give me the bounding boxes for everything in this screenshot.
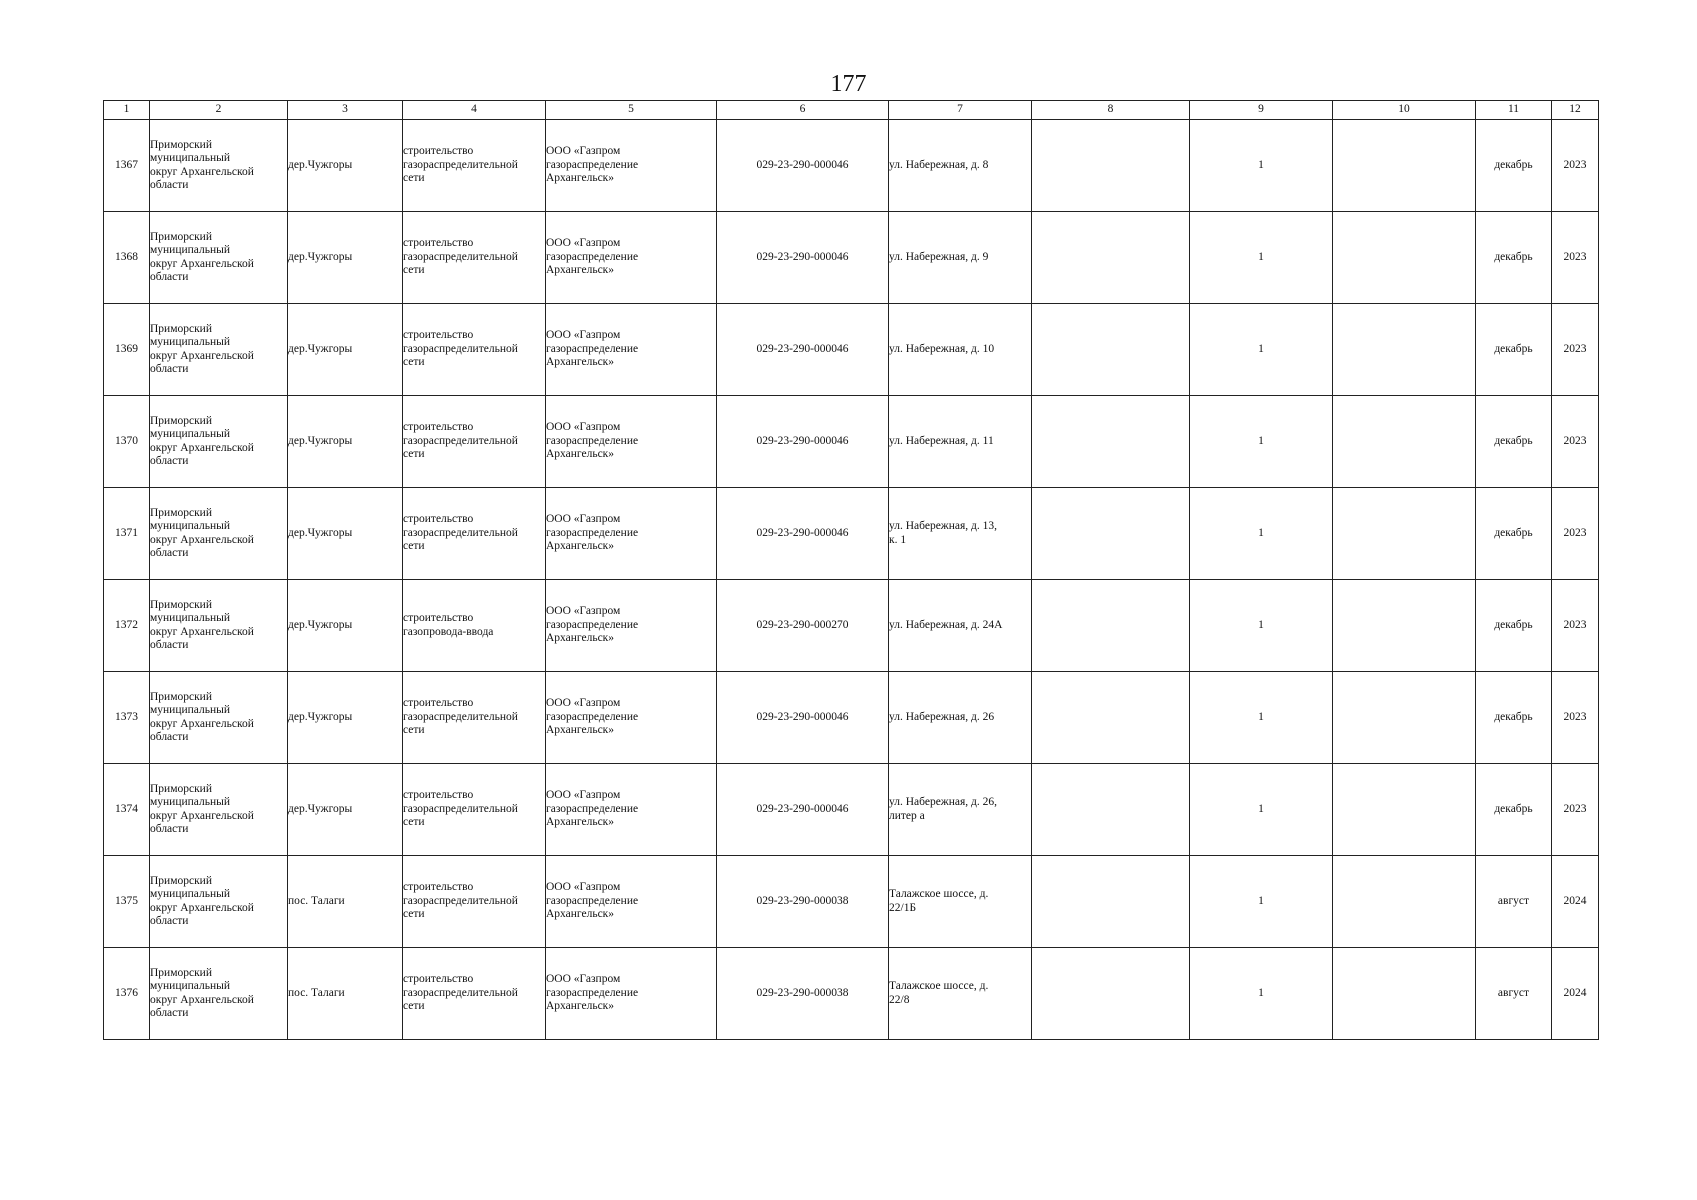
cell-municipality-line: области bbox=[150, 1007, 189, 1019]
cell-organization bbox=[546, 672, 717, 764]
cell-column-9: 1 bbox=[1190, 120, 1333, 212]
cell-address bbox=[889, 304, 1032, 396]
table-row bbox=[104, 672, 1599, 764]
cell-row-number: 1374 bbox=[104, 764, 150, 856]
cell-row-number: 1367 bbox=[104, 120, 150, 212]
cell-municipality-line: Приморский bbox=[150, 138, 212, 151]
cell-column-9: 1 bbox=[1190, 396, 1333, 488]
cell-settlement: дер.Чужгоры bbox=[288, 396, 403, 488]
cell-municipality bbox=[150, 764, 288, 856]
table-row bbox=[104, 856, 1599, 948]
cell-work-type-line: газораспределительной bbox=[403, 434, 518, 447]
table-row bbox=[104, 488, 1599, 580]
cell-address-line: ул. Набережная, д. 26, bbox=[889, 796, 998, 808]
cell-column-10 bbox=[1333, 672, 1476, 764]
cell-month: декабрь bbox=[1476, 212, 1552, 304]
cell-year: 2023 bbox=[1552, 304, 1599, 396]
cell-month: декабрь bbox=[1476, 488, 1552, 580]
register-table bbox=[103, 100, 1599, 1040]
table-row bbox=[104, 396, 1599, 488]
cell-municipality-line: области bbox=[150, 823, 189, 835]
cell-organization-line: ООО «Газпром bbox=[546, 145, 621, 158]
cell-row-number: 1375 bbox=[104, 856, 150, 948]
cell-work-type-line: сети bbox=[403, 724, 425, 737]
cell-month: август bbox=[1476, 948, 1552, 1040]
cell-organization bbox=[546, 212, 717, 304]
cell-column-9: 1 bbox=[1190, 488, 1333, 580]
cell-work-type-line: сети bbox=[403, 1000, 425, 1013]
cell-column-8 bbox=[1032, 856, 1190, 948]
cell-registry-code: 029-23-290-000038 bbox=[717, 948, 889, 1040]
cell-column-10 bbox=[1333, 580, 1476, 672]
cell-organization bbox=[546, 488, 717, 580]
cell-work-type-line: газораспределительной bbox=[403, 710, 518, 723]
cell-organization-line: ООО «Газпром bbox=[546, 697, 621, 710]
cell-work-type-line: газораспределительной bbox=[403, 158, 518, 171]
cell-organization bbox=[546, 120, 717, 212]
cell-row-number: 1373 bbox=[104, 672, 150, 764]
cell-year: 2023 bbox=[1552, 672, 1599, 764]
cell-organization bbox=[546, 580, 717, 672]
cell-municipality-line: области bbox=[150, 179, 189, 191]
cell-address bbox=[889, 396, 1032, 488]
cell-registry-code: 029-23-290-000046 bbox=[717, 212, 889, 304]
cell-organization-line: газораспределение bbox=[546, 618, 639, 631]
cell-column-8 bbox=[1032, 396, 1190, 488]
cell-settlement: дер.Чужгоры bbox=[288, 488, 403, 580]
cell-work-type-line: строительство bbox=[403, 881, 474, 894]
cell-municipality bbox=[150, 672, 288, 764]
cell-municipality-line: Приморский bbox=[150, 230, 212, 243]
cell-address bbox=[889, 488, 1032, 580]
cell-work-type-line: строительство bbox=[403, 145, 474, 158]
cell-registry-code: 029-23-290-000046 bbox=[717, 120, 889, 212]
cell-address-line: к. 1 bbox=[889, 533, 907, 546]
cell-registry-code: 029-23-290-000038 bbox=[717, 856, 889, 948]
cell-month: декабрь bbox=[1476, 580, 1552, 672]
cell-municipality-line: округ Архангельской bbox=[150, 441, 254, 454]
cell-year: 2024 bbox=[1552, 948, 1599, 1040]
cell-organization-line: Архангельск» bbox=[546, 632, 615, 645]
cell-municipality-line: Приморский bbox=[150, 782, 212, 795]
cell-municipality-line: муниципальный bbox=[150, 796, 231, 808]
cell-work-type bbox=[403, 672, 546, 764]
cell-address-line: 22/1Б bbox=[889, 901, 917, 914]
cell-municipality-line: Приморский bbox=[150, 598, 212, 611]
cell-municipality-line: округ Архангельской bbox=[150, 625, 254, 638]
cell-column-9: 1 bbox=[1190, 672, 1333, 764]
cell-municipality-line: Приморский bbox=[150, 690, 212, 703]
cell-row-number: 1371 bbox=[104, 488, 150, 580]
column-number: 1 bbox=[104, 101, 150, 120]
cell-organization bbox=[546, 304, 717, 396]
cell-municipality-line: округ Архангельской bbox=[150, 717, 254, 730]
cell-month: декабрь bbox=[1476, 764, 1552, 856]
cell-column-8 bbox=[1032, 212, 1190, 304]
cell-municipality-line: области bbox=[150, 915, 189, 927]
cell-row-number: 1368 bbox=[104, 212, 150, 304]
cell-organization-line: ООО «Газпром bbox=[546, 973, 621, 986]
cell-registry-code: 029-23-290-000270 bbox=[717, 580, 889, 672]
cell-municipality-line: муниципальный bbox=[150, 704, 231, 716]
cell-municipality-line: округ Архангельской bbox=[150, 533, 254, 546]
cell-column-10 bbox=[1333, 488, 1476, 580]
cell-organization bbox=[546, 948, 717, 1040]
cell-year: 2023 bbox=[1552, 580, 1599, 672]
cell-address-line: ул. Набережная, д. 26 bbox=[889, 710, 995, 723]
cell-municipality-line: муниципальный bbox=[150, 612, 231, 624]
cell-municipality-line: муниципальный bbox=[150, 244, 231, 256]
cell-column-10 bbox=[1333, 120, 1476, 212]
cell-column-10 bbox=[1333, 396, 1476, 488]
cell-municipality-line: области bbox=[150, 731, 189, 743]
cell-work-type-line: газораспределительной bbox=[403, 986, 518, 999]
cell-municipality bbox=[150, 856, 288, 948]
cell-work-type-line: газораспределительной bbox=[403, 894, 518, 907]
cell-organization-line: Архангельск» bbox=[546, 1000, 615, 1013]
cell-row-number: 1372 bbox=[104, 580, 150, 672]
column-number: 5 bbox=[546, 101, 717, 120]
cell-settlement: дер.Чужгоры bbox=[288, 212, 403, 304]
cell-municipality-line: муниципальный bbox=[150, 152, 231, 164]
cell-column-8 bbox=[1032, 672, 1190, 764]
cell-organization-line: ООО «Газпром bbox=[546, 513, 621, 526]
cell-municipality bbox=[150, 212, 288, 304]
cell-column-8 bbox=[1032, 304, 1190, 396]
cell-municipality bbox=[150, 488, 288, 580]
cell-settlement: пос. Талаги bbox=[288, 948, 403, 1040]
cell-settlement: дер.Чужгоры bbox=[288, 120, 403, 212]
cell-column-10 bbox=[1333, 948, 1476, 1040]
table-row bbox=[104, 120, 1599, 212]
cell-municipality-line: Приморский bbox=[150, 966, 212, 979]
cell-month: декабрь bbox=[1476, 304, 1552, 396]
column-number: 8 bbox=[1032, 101, 1190, 120]
cell-work-type bbox=[403, 396, 546, 488]
cell-work-type bbox=[403, 120, 546, 212]
cell-work-type-line: сети bbox=[403, 356, 425, 369]
cell-work-type bbox=[403, 948, 546, 1040]
cell-work-type-line: строительство bbox=[403, 612, 474, 624]
cell-municipality-line: области bbox=[150, 363, 189, 375]
cell-municipality-line: округ Архангельской bbox=[150, 993, 254, 1006]
cell-work-type-line: строительство bbox=[403, 973, 474, 986]
table-row bbox=[104, 948, 1599, 1040]
cell-organization-line: газораспределение bbox=[546, 894, 639, 907]
cell-work-type bbox=[403, 580, 546, 672]
cell-address-line: 22/8 bbox=[889, 993, 910, 1006]
cell-organization-line: Архангельск» bbox=[546, 172, 615, 185]
cell-municipality-line: округ Архангельской bbox=[150, 809, 254, 822]
cell-address-line: ул. Набережная, д. 24А bbox=[889, 618, 1003, 631]
cell-work-type-line: строительство bbox=[403, 237, 474, 250]
cell-address-line: ул. Набережная, д. 11 bbox=[889, 434, 994, 447]
cell-work-type-line: строительство bbox=[403, 329, 474, 342]
table-row bbox=[104, 764, 1599, 856]
cell-year: 2023 bbox=[1552, 764, 1599, 856]
cell-work-type-line: строительство bbox=[403, 513, 474, 526]
cell-municipality-line: муниципальный bbox=[150, 336, 231, 348]
cell-work-type-line: сети bbox=[403, 172, 425, 185]
cell-organization bbox=[546, 396, 717, 488]
cell-work-type-line: строительство bbox=[403, 697, 474, 710]
cell-organization-line: Архангельск» bbox=[546, 264, 615, 277]
cell-column-9: 1 bbox=[1190, 580, 1333, 672]
cell-municipality-line: области bbox=[150, 547, 189, 559]
cell-organization-line: Архангельск» bbox=[546, 908, 615, 921]
cell-work-type-line: строительство bbox=[403, 789, 474, 802]
cell-settlement: дер.Чужгоры bbox=[288, 304, 403, 396]
cell-registry-code: 029-23-290-000046 bbox=[717, 672, 889, 764]
cell-registry-code: 029-23-290-000046 bbox=[717, 764, 889, 856]
cell-municipality-line: муниципальный bbox=[150, 980, 231, 992]
cell-column-9: 1 bbox=[1190, 948, 1333, 1040]
cell-municipality-line: Приморский bbox=[150, 874, 212, 887]
cell-municipality bbox=[150, 948, 288, 1040]
cell-settlement: дер.Чужгоры bbox=[288, 580, 403, 672]
cell-address-line: ул. Набережная, д. 9 bbox=[889, 250, 989, 263]
cell-municipality-line: области bbox=[150, 271, 189, 283]
cell-municipality-line: Приморский bbox=[150, 506, 212, 519]
cell-settlement: дер.Чужгоры bbox=[288, 764, 403, 856]
cell-month: август bbox=[1476, 856, 1552, 948]
cell-year: 2023 bbox=[1552, 488, 1599, 580]
cell-column-8 bbox=[1032, 764, 1190, 856]
cell-settlement: пос. Талаги bbox=[288, 856, 403, 948]
column-number: 9 bbox=[1190, 101, 1333, 120]
cell-month: декабрь bbox=[1476, 396, 1552, 488]
cell-organization-line: ООО «Газпром bbox=[546, 789, 621, 802]
cell-organization-line: газораспределение bbox=[546, 802, 639, 815]
cell-organization-line: Архангельск» bbox=[546, 448, 615, 461]
cell-work-type-line: газораспределительной bbox=[403, 342, 518, 355]
cell-address-line: ул. Набережная, д. 13, bbox=[889, 520, 998, 532]
cell-year: 2023 bbox=[1552, 212, 1599, 304]
cell-work-type-line: сети bbox=[403, 540, 425, 553]
cell-work-type bbox=[403, 212, 546, 304]
cell-organization-line: Архангельск» bbox=[546, 816, 615, 829]
cell-organization-line: газораспределение bbox=[546, 158, 639, 171]
cell-row-number: 1369 bbox=[104, 304, 150, 396]
cell-year: 2023 bbox=[1552, 120, 1599, 212]
column-number: 3 bbox=[288, 101, 403, 120]
cell-address bbox=[889, 672, 1032, 764]
cell-organization-line: газораспределение bbox=[546, 250, 639, 263]
cell-column-9: 1 bbox=[1190, 212, 1333, 304]
cell-municipality-line: округ Архангельской bbox=[150, 257, 254, 270]
cell-work-type-line: сети bbox=[403, 264, 425, 277]
cell-year: 2023 bbox=[1552, 396, 1599, 488]
column-number: 6 bbox=[717, 101, 889, 120]
cell-work-type-line: строительство bbox=[403, 421, 474, 434]
cell-municipality-line: Приморский bbox=[150, 414, 212, 427]
cell-work-type-line: газораспределительной bbox=[403, 250, 518, 263]
cell-address bbox=[889, 948, 1032, 1040]
cell-work-type-line: газораспределительной bbox=[403, 526, 518, 539]
cell-address bbox=[889, 580, 1032, 672]
cell-municipality-line: муниципальный bbox=[150, 520, 231, 532]
cell-municipality bbox=[150, 120, 288, 212]
cell-work-type bbox=[403, 764, 546, 856]
cell-work-type bbox=[403, 304, 546, 396]
cell-registry-code: 029-23-290-000046 bbox=[717, 488, 889, 580]
cell-address-line: ул. Набережная, д. 10 bbox=[889, 342, 995, 355]
cell-column-8 bbox=[1032, 120, 1190, 212]
cell-work-type-line: сети bbox=[403, 816, 425, 829]
cell-municipality bbox=[150, 304, 288, 396]
cell-work-type-line: газораспределительной bbox=[403, 802, 518, 815]
cell-organization-line: ООО «Газпром bbox=[546, 881, 621, 894]
cell-column-9: 1 bbox=[1190, 764, 1333, 856]
cell-organization-line: ООО «Газпром bbox=[546, 237, 621, 250]
cell-organization-line: газораспределение bbox=[546, 986, 639, 999]
cell-work-type-line: сети bbox=[403, 908, 425, 921]
cell-municipality-line: округ Архангельской bbox=[150, 901, 254, 914]
cell-registry-code: 029-23-290-000046 bbox=[717, 304, 889, 396]
cell-column-8 bbox=[1032, 580, 1190, 672]
cell-municipality bbox=[150, 396, 288, 488]
column-number-row bbox=[104, 101, 1599, 120]
table-row bbox=[104, 304, 1599, 396]
cell-organization-line: газораспределение bbox=[546, 526, 639, 539]
cell-municipality-line: муниципальный bbox=[150, 888, 231, 900]
cell-organization-line: ООО «Газпром bbox=[546, 421, 621, 434]
cell-month: декабрь bbox=[1476, 120, 1552, 212]
table-row bbox=[104, 212, 1599, 304]
cell-column-8 bbox=[1032, 488, 1190, 580]
cell-address-line: ул. Набережная, д. 8 bbox=[889, 158, 989, 171]
cell-column-10 bbox=[1333, 304, 1476, 396]
cell-address bbox=[889, 764, 1032, 856]
cell-row-number: 1376 bbox=[104, 948, 150, 1040]
cell-organization-line: Архангельск» bbox=[546, 540, 615, 553]
cell-address bbox=[889, 212, 1032, 304]
cell-row-number: 1370 bbox=[104, 396, 150, 488]
cell-municipality-line: округ Архангельской bbox=[150, 165, 254, 178]
cell-settlement: дер.Чужгоры bbox=[288, 672, 403, 764]
column-number: 2 bbox=[150, 101, 288, 120]
page-number: 177 bbox=[830, 71, 867, 97]
cell-column-10 bbox=[1333, 212, 1476, 304]
cell-municipality-line: округ Архангельской bbox=[150, 349, 254, 362]
cell-organization-line: Архангельск» bbox=[546, 356, 615, 369]
cell-address-line: литер а bbox=[889, 809, 925, 822]
cell-column-10 bbox=[1333, 764, 1476, 856]
cell-address-line: Талажское шоссе, д. bbox=[889, 980, 989, 992]
cell-municipality-line: муниципальный bbox=[150, 428, 231, 440]
cell-month: декабрь bbox=[1476, 672, 1552, 764]
cell-municipality-line: области bbox=[150, 455, 189, 467]
cell-work-type bbox=[403, 856, 546, 948]
cell-organization bbox=[546, 856, 717, 948]
cell-year: 2024 bbox=[1552, 856, 1599, 948]
cell-column-9: 1 bbox=[1190, 304, 1333, 396]
cell-organization-line: газораспределение bbox=[546, 342, 639, 355]
cell-organization-line: ООО «Газпром bbox=[546, 329, 621, 342]
table-body bbox=[104, 120, 1599, 1040]
cell-municipality bbox=[150, 580, 288, 672]
column-number: 11 bbox=[1476, 101, 1552, 120]
cell-municipality-line: Приморский bbox=[150, 322, 212, 335]
cell-work-type bbox=[403, 488, 546, 580]
cell-work-type-line: сети bbox=[403, 448, 425, 461]
cell-work-type-line: газопровода-ввода bbox=[403, 625, 494, 638]
column-number: 12 bbox=[1552, 101, 1599, 120]
cell-column-8 bbox=[1032, 948, 1190, 1040]
column-number: 7 bbox=[889, 101, 1032, 120]
cell-organization-line: газораспределение bbox=[546, 434, 639, 447]
table-row bbox=[104, 580, 1599, 672]
cell-organization-line: ООО «Газпром bbox=[546, 605, 621, 618]
cell-column-9: 1 bbox=[1190, 856, 1333, 948]
cell-organization-line: газораспределение bbox=[546, 710, 639, 723]
cell-column-10 bbox=[1333, 856, 1476, 948]
column-number: 10 bbox=[1333, 101, 1476, 120]
cell-address bbox=[889, 120, 1032, 212]
cell-organization-line: Архангельск» bbox=[546, 724, 615, 737]
cell-address-line: Талажское шоссе, д. bbox=[889, 888, 989, 900]
cell-address bbox=[889, 856, 1032, 948]
cell-municipality-line: области bbox=[150, 639, 189, 651]
cell-registry-code: 029-23-290-000046 bbox=[717, 396, 889, 488]
cell-organization bbox=[546, 764, 717, 856]
column-number: 4 bbox=[403, 101, 546, 120]
